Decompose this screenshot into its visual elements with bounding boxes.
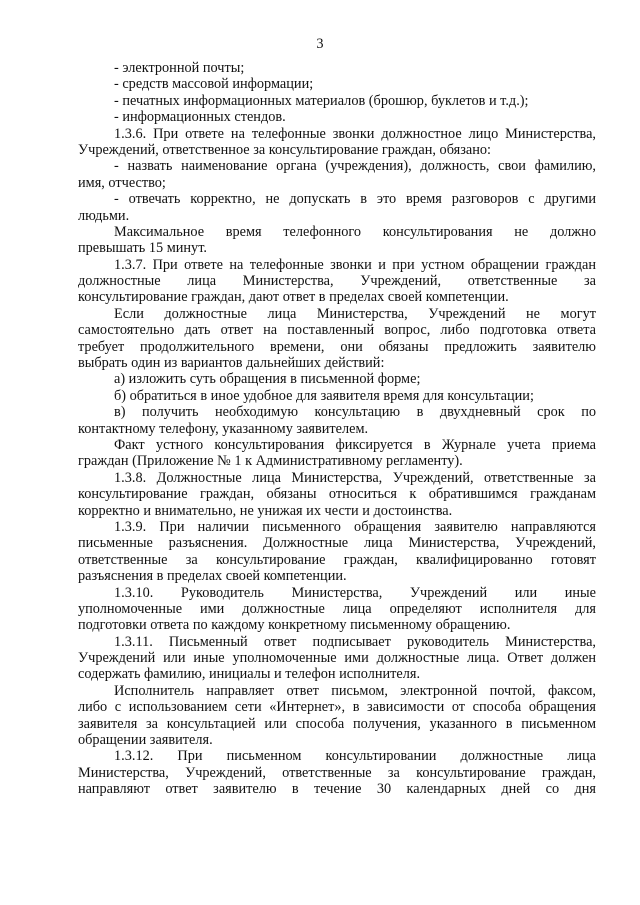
text-line: - отвечать корректно, не допускать в это время разговоров с другими: [114, 191, 596, 208]
text-line: - печатных информационных материалов (брошюр, буклетов и т.д.);: [114, 92, 529, 109]
text-line: должностные лица Министерства, Учреждений, ответственные за: [78, 273, 596, 290]
text-line: либо с использованием сети «Интернет», в зависимости от способа обращения: [78, 699, 596, 716]
text-line: контактному телефону, указанному заявителем.: [78, 420, 369, 437]
text-line: Учреждений или иные уполномоченные ими должностные лица. Ответ должен: [78, 650, 596, 667]
text-line: корректно и внимательно, не унижая их чести и достоинства.: [78, 502, 453, 519]
text-line: 1.3.8. Должностные лица Министерства, Учреждений, ответственные за: [114, 469, 596, 486]
text-line: направляют ответ заявителю в течение 30 календарных дней со дня: [78, 781, 596, 798]
text-line: содержать фамилию, инициалы и телефон исполнителя.: [78, 666, 421, 683]
text-line: в) получить необходимую консультацию в двухдневный срок по: [114, 404, 596, 421]
text-line: Факт устного консультирования фиксируется в Журнале учета приема: [114, 436, 596, 453]
text-line: граждан (Приложение № 1 к Административному регламенту).: [78, 453, 463, 470]
text-line: б) обратиться в иное удобное для заявителя время для консультации;: [114, 387, 534, 404]
text-line: письменные разъяснения. Должностные лица Министерства, Учреждений,: [78, 535, 596, 552]
text-line: консультирование граждан, обязаны относиться к обратившимся гражданам: [78, 486, 596, 503]
text-line: имя, отчество;: [78, 174, 166, 191]
text-line: 1.3.11. Письменный ответ подписывает руководитель Министерства,: [114, 633, 596, 650]
text-line: Максимальное время телефонного консультирования не должно: [114, 223, 596, 240]
text-line: а) изложить суть обращения в письменной форме;: [114, 371, 421, 388]
text-line: 1.3.9. При наличии письменного обращения заявителю направляются: [114, 518, 596, 535]
text-line: Исполнитель направляет ответ письмом, электронной почтой, факсом,: [114, 682, 596, 699]
text-line: консультирование граждан, дают ответ в пределах своей компетенции.: [78, 289, 509, 306]
text-line: самостоятельно дать ответ на поставленный вопрос, либо подготовка ответа: [78, 322, 596, 339]
document-body: [78, 60, 596, 798]
text-line: обращении заявителя.: [78, 732, 213, 749]
text-line: заявителя за консультацией или способа получения, указанного в письменном: [78, 715, 596, 732]
text-line: 1.3.12. При письменном консультировании должностные лица: [114, 748, 596, 765]
text-line: 1.3.6. При ответе на телефонные звонки должностное лицо Министерства,: [114, 125, 596, 142]
text-line: - средств массовой информации;: [114, 76, 314, 93]
text-line: превышать 15 минут.: [78, 240, 207, 257]
text-line: разъяснения в пределах своей компетенции.: [78, 568, 347, 585]
text-line: подготовки ответа по каждому конкретному письменному обращению.: [78, 617, 511, 634]
text-line: людьми.: [78, 207, 130, 224]
text-line: - информационных стендов.: [114, 109, 286, 126]
text-line: требует продолжительного времени, они обязаны предложить заявителю: [78, 338, 596, 355]
text-line: Министерства, Учреждений, ответственные за консультирование граждан,: [78, 764, 596, 781]
text-line: - назвать наименование органа (учреждения), должность, свои фамилию,: [114, 158, 596, 175]
text-line: выбрать один из вариантов дальнейших действий:: [78, 355, 385, 372]
text-line: Учреждений, ответственное за консультирование граждан, обязано:: [78, 141, 491, 158]
text-line: - электронной почты;: [114, 60, 245, 76]
text-line: 1.3.7. При ответе на телефонные звонки и при устном обращении граждан: [114, 256, 596, 273]
text-line: ответственные за консультирование граждан, квалифицированно готовят: [78, 551, 596, 568]
page-number: 3: [316, 36, 324, 52]
text-line: уполномоченные ими должностные лица определяют исполнителя для: [78, 600, 596, 617]
text-line: Если должностные лица Министерства, Учреждений не могут: [114, 305, 596, 322]
text-line: 1.3.10. Руководитель Министерства, Учреждений или иные: [114, 584, 596, 601]
